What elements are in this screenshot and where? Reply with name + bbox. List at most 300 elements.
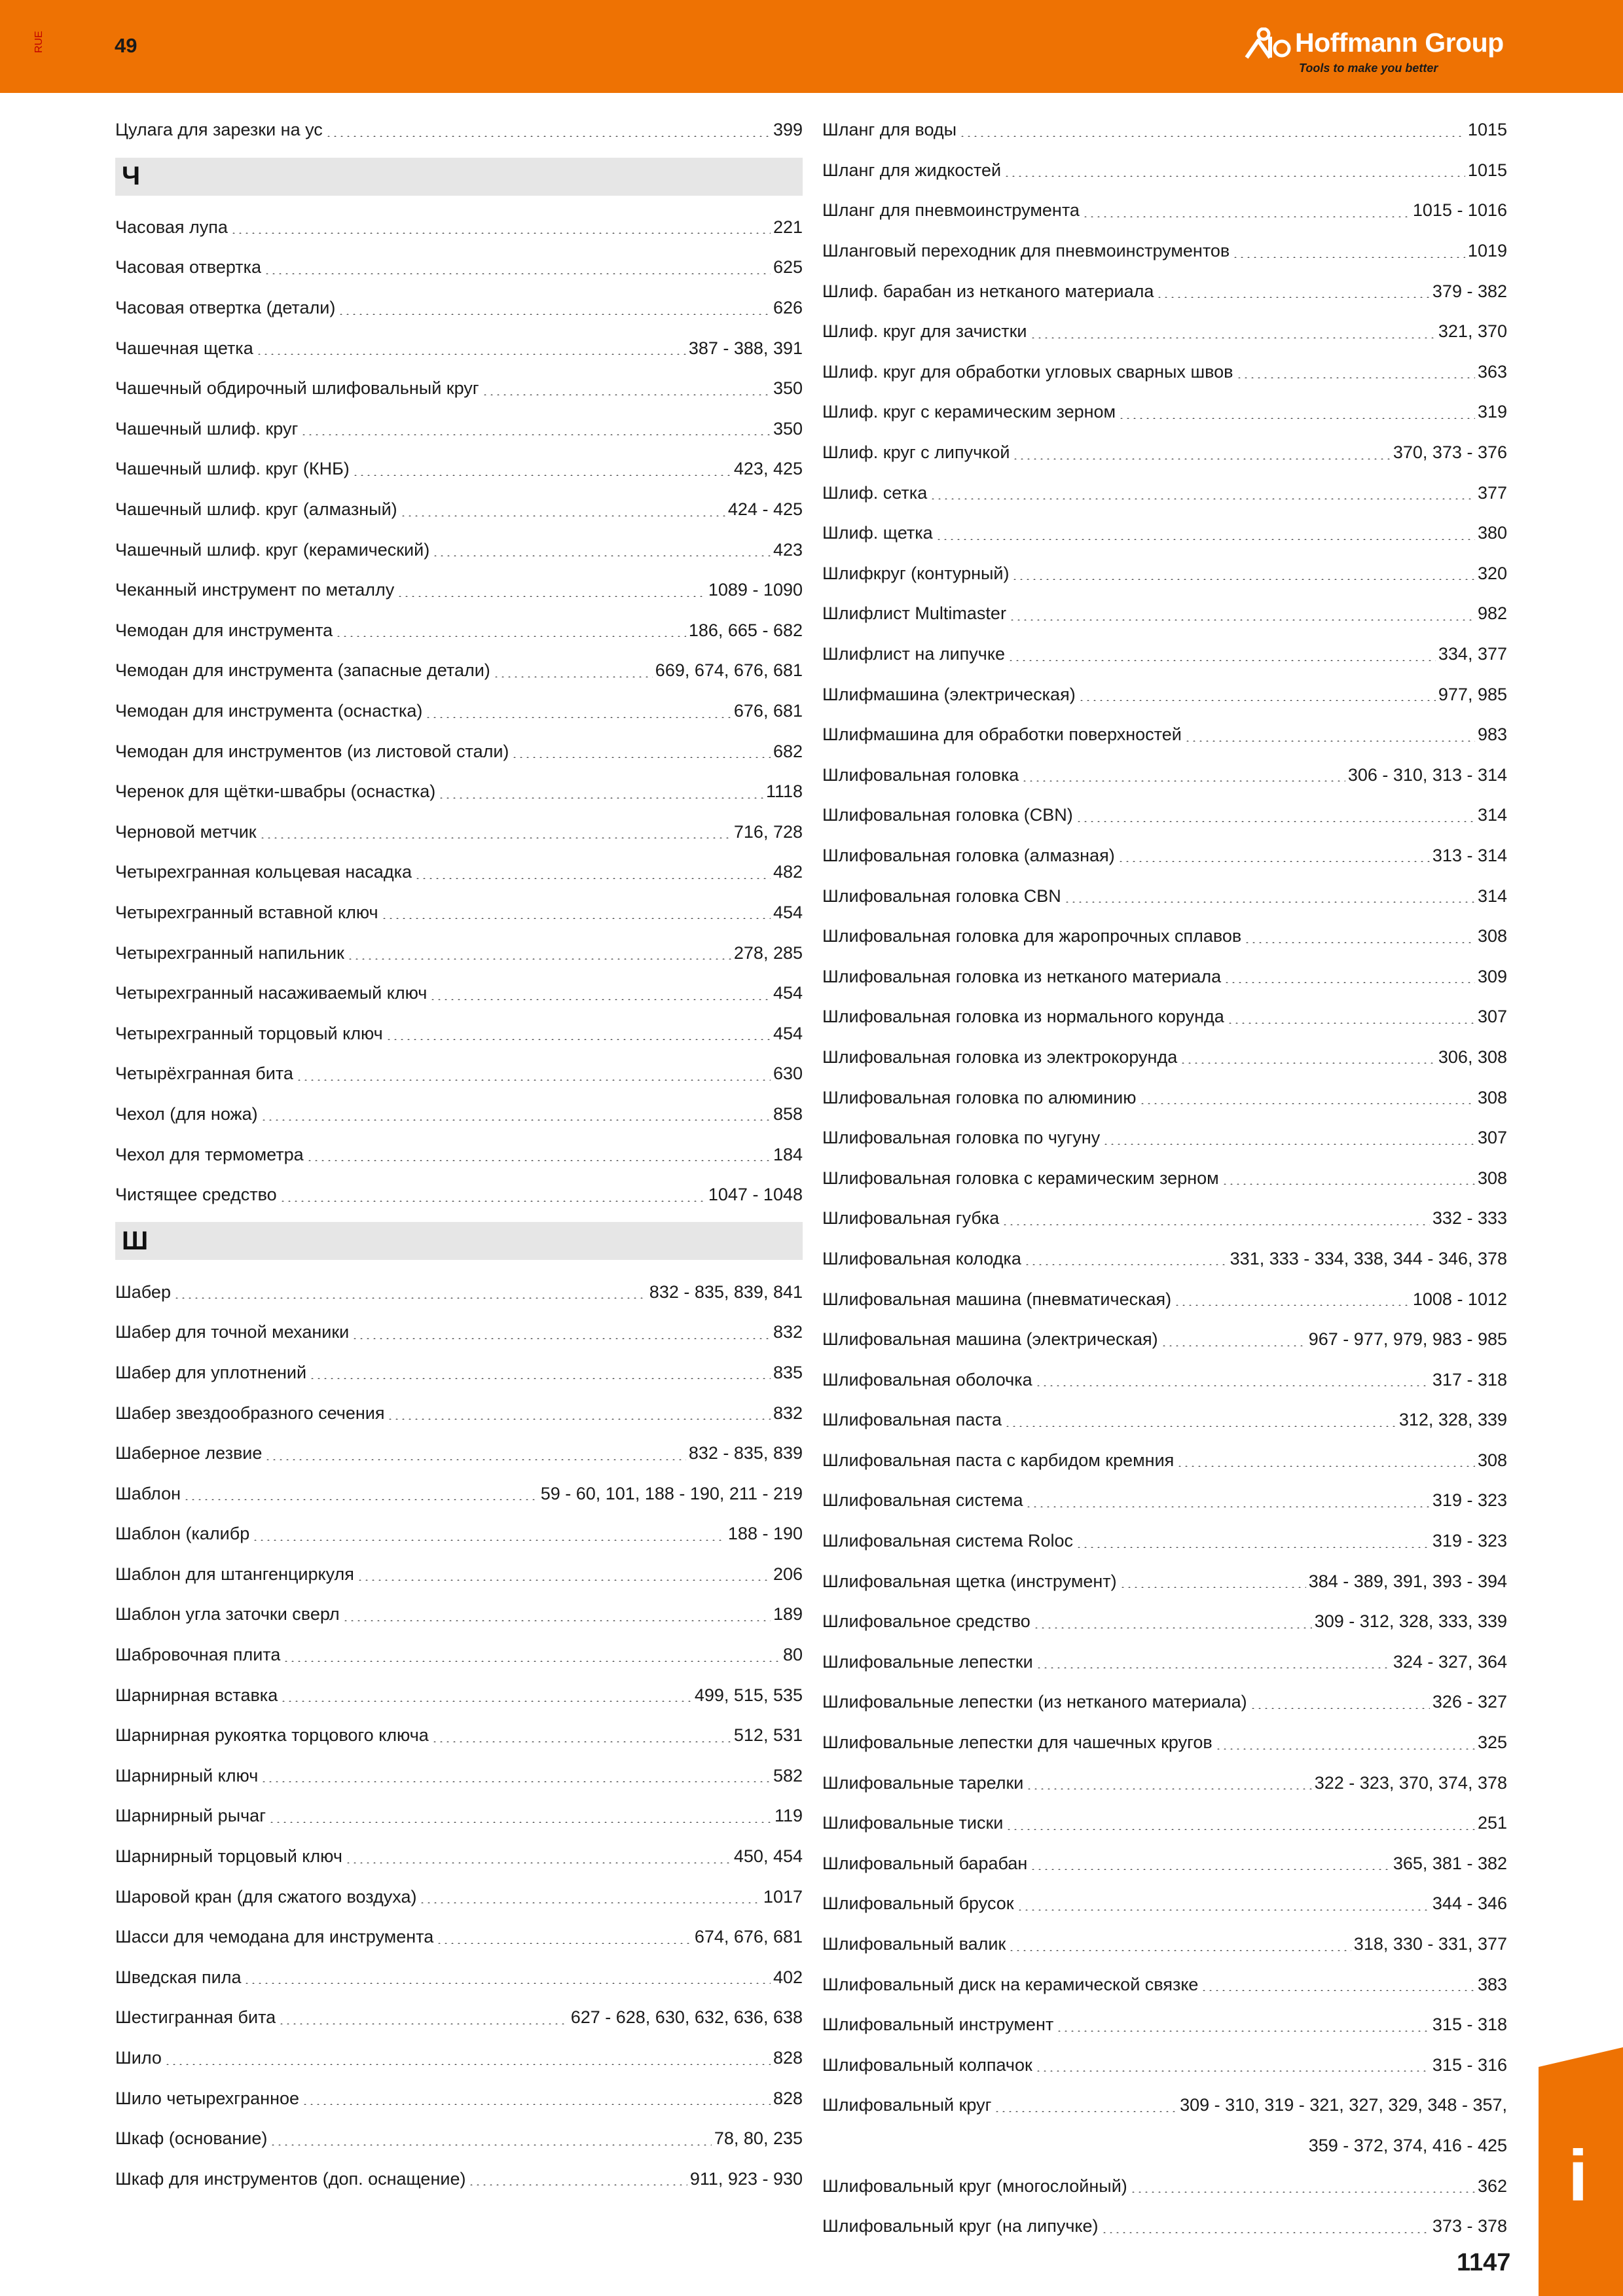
entry-term: Шлифовальный круг (многослойный) [822,2176,1127,2196]
index-entry [822,876,1507,916]
dot-leader [230,232,771,234]
entry-pages: 1017 [763,1886,803,1907]
dot-leader [280,1200,706,1202]
dot-leader [1244,942,1475,943]
entry-pages: 716, 728 [733,821,803,842]
dot-leader [283,1660,780,1662]
entry-term: Шарнирный рычаг [115,1806,266,1826]
index-entry [115,1958,803,1998]
entry-pages: 344 - 346 [1432,1893,1507,1914]
entry-term: Шаблон [115,1483,181,1503]
dot-leader [1036,1667,1391,1668]
entry-pages: 977, 985 [1438,684,1507,704]
entry-term: Шлифкруг (контурный) [822,563,1010,583]
dot-leader [268,1821,772,1823]
entry-term: Чашечная щетка [115,338,253,358]
index-entry [115,110,803,151]
entry-term: Шлифовальная головка с керамическим зерном [822,1168,1219,1188]
dot-leader [1215,1748,1475,1749]
language-code: RUE [33,31,45,53]
entry-term: Шлифлист на липучке [822,644,1005,664]
index-entry [822,1763,1507,1803]
dot-leader [482,394,771,395]
entry-pages: 379 - 382 [1432,281,1507,301]
entry-term: Шланг для воды [822,120,957,140]
index-entry [115,570,803,611]
index-entry [822,1037,1507,1078]
entry-pages: 482 [773,862,803,882]
index-entry [115,368,803,409]
entry-pages: 399 [773,120,803,140]
entry-pages: 423 [773,539,803,560]
index-entry [115,1715,803,1756]
entry-pages: 317 - 318 [1432,1369,1507,1390]
index-entry [822,594,1507,634]
entry-term: Шлифовальная оболочка [822,1369,1032,1390]
dot-leader [1236,377,1475,378]
entry-pages: 325 [1477,1732,1507,1753]
dot-leader [352,475,731,476]
index-entry [822,110,1507,151]
dot-leader [335,636,686,637]
entry-term: Шлифовальное средство [822,1611,1030,1632]
entry-term: Шарнирный торцовый ключ [115,1846,342,1867]
index-entry [115,247,803,288]
index-entry [115,1312,803,1353]
page-header [0,0,1623,93]
hoffmann-logo-icon [1244,27,1291,60]
entry-pages: 669, 674, 676, 681 [655,660,803,681]
entry-pages: 582 [773,1765,803,1785]
index-entry [822,1642,1507,1683]
dot-leader [386,1039,771,1040]
index-entry [822,352,1507,393]
dot-leader [1026,1788,1311,1789]
index-entry [115,1473,803,1514]
entry-term: Шабер для уплотнений [115,1362,307,1382]
entry-term: Четырехгранный напильник [115,942,344,963]
entry-term: Шаберное лезвие [115,1443,263,1463]
index-entry [115,2038,803,2079]
index-entry [822,1561,1507,1602]
index-entry [822,1077,1507,1118]
entry-pages: 1047 - 1048 [708,1185,803,1205]
index-entry [115,1054,803,1094]
dot-leader [1174,1304,1410,1306]
entry-pages: 307 [1477,1007,1507,1027]
dot-leader [425,717,731,718]
dot-leader [1118,418,1475,419]
dot-leader [1250,1708,1430,1709]
entry-term: Шлифовальные лепестки [822,1651,1033,1672]
index-column-left [115,110,803,2199]
index-entry [115,1353,803,1393]
entry-pages: 359 - 372, 374, 416 - 425 [1308,2135,1507,2155]
entry-pages: 332 - 333 [1432,1208,1507,1229]
entry-term: Шлифовальная головка по алюминию [822,1087,1137,1107]
entry-pages: 450, 454 [733,1846,803,1867]
entry-pages: 499, 515, 535 [694,1685,803,1705]
dot-leader [387,1418,770,1420]
dot-leader [1076,1547,1430,1548]
dot-leader [347,958,731,960]
dot-leader [438,797,763,798]
entry-term: Четырёхгранная бита [115,1064,293,1084]
entry-term: Часовая лупа [115,217,228,237]
dot-leader [173,1297,647,1299]
entry-term: Часовая отвертка (детали) [115,298,336,318]
entry-pages: 184 [773,1144,803,1164]
index-entry [822,916,1507,957]
entry-term: Четырехгранный вставной ключ [115,902,378,922]
index-entry [822,1844,1507,1884]
entry-pages: 363 [1477,361,1507,382]
entry-pages: 319 - 323 [1432,1490,1507,1511]
entry-pages: 318, 330 - 331, 377 [1353,1934,1507,1954]
entry-term: Чашечный шлиф. круг [115,418,299,439]
entry-term: Шлифовальная паста [822,1410,1002,1430]
dot-leader [493,676,653,677]
index-entry [115,1554,803,1595]
index-entry [115,973,803,1014]
index-entry [822,1279,1507,1319]
dot-leader [930,498,1475,499]
index-entry [115,1796,803,1837]
entry-term: Четырехгранный торцовый ключ [115,1023,383,1043]
entry-pages: 832 [773,1322,803,1342]
logo-text: Hoffmann Group [1295,27,1504,58]
section-letter-heading: Ш [115,1222,803,1260]
index-entry [115,2078,803,2119]
entry-pages: 319 [1477,402,1507,422]
entry-pages: 1019 [1467,241,1507,261]
index-entry [822,1400,1507,1441]
dot-leader [1009,619,1475,620]
entry-term: Шаровой кран (для сжатого воздуха) [115,1886,417,1907]
entry-term: Шаблон для штангенциркуля [115,1564,354,1584]
index-entry [115,1175,803,1215]
index-entry [115,1272,803,1312]
dot-leader [306,1160,771,1161]
index-entry [822,2045,1507,2086]
entry-term: Чашечный обдирочный шлифовальный круг [115,378,479,399]
dot-leader [1064,901,1475,903]
index-entry [115,1594,803,1635]
dot-leader [1056,2030,1430,2032]
entry-pages: 251 [1477,1813,1507,1833]
entry-term: Шлифовальная система [822,1490,1023,1511]
dot-leader [936,539,1475,540]
entry-term: Шлифовальный диск на керамической связке [822,1974,1199,1994]
entry-term: Шлифовальная головка для жаропрочных сплавов [822,926,1242,946]
dot-leader [345,1862,731,1863]
index-entry [115,1134,803,1175]
index-entry [822,554,1507,594]
index-entry [822,271,1507,312]
entry-term: Шлифовальные тарелки [822,1772,1024,1793]
dot-leader [352,1338,771,1339]
index-entry [822,2166,1507,2206]
entry-term: Шарнирная вставка [115,1685,278,1705]
entry-pages: 320 [1477,563,1507,583]
index-entry [115,490,803,530]
dot-leader [1025,1506,1429,1507]
dot-leader [1030,1869,1391,1870]
entry-pages: 402 [773,1967,803,1987]
index-entry [822,151,1507,191]
dot-leader [278,2023,568,2024]
index-entry [115,207,803,248]
index-entry [822,1884,1507,1924]
entry-term: Черновой метчик [115,821,257,842]
dot-leader [1012,458,1390,459]
entry-term: Шарнирная рукоятка торцового ключа [115,1725,429,1746]
entry-term: Шлиф. барабан из нетканого материала [822,281,1154,301]
dot-leader [429,999,771,1000]
index-entry [822,1359,1507,1400]
entry-pages: 626 [773,298,803,318]
index-entry [822,715,1507,755]
entry-pages: 221 [773,217,803,237]
entry-pages: 278, 285 [733,942,803,963]
dot-leader [252,1539,725,1541]
entry-pages: 387 - 388, 391 [688,338,803,358]
entry-pages: 186, 665 - 682 [688,620,803,640]
dot-leader [1222,1183,1475,1185]
entry-pages: 911, 923 - 930 [689,2168,803,2189]
entry-term: Шлифовальный брусок [822,1893,1014,1914]
entry-term: Цулага для зарезки на ус [115,120,323,140]
entry-term: Чистящее средство [115,1185,277,1205]
entry-pages: 308 [1477,1450,1507,1470]
entry-term: Чашечный шлиф. круг (керамический) [115,539,430,560]
dot-leader [309,1378,771,1379]
entry-term: Шило [115,2048,162,2068]
entry-pages: 312, 328, 339 [1398,1410,1507,1430]
dot-leader [1076,821,1475,822]
entry-term: Шлиф. круг с липучкой [822,442,1010,463]
entry-term: Чемодан для инструмента (оснастка) [115,701,423,721]
entry-pages: 512, 531 [733,1725,803,1746]
entry-term: Шлифовальные лепестки для чашечных кругов [822,1732,1213,1753]
entry-term: Шлифовальная головка CBN [822,886,1061,906]
entry-term: Шланг для пневмоинструмента [822,200,1080,221]
dot-leader [270,2144,712,2145]
index-entry [115,691,803,732]
entry-pages: 454 [773,983,803,1003]
entry-pages: 630 [773,1064,803,1084]
index-entry [115,1675,803,1715]
index-entry [115,1514,803,1554]
entry-pages: 321, 370 [1438,321,1507,342]
index-entry [822,433,1507,473]
dot-leader [256,353,686,355]
entry-pages: 383 [1477,1974,1507,1994]
entry-term: Чехол (для ножа) [115,1103,258,1124]
index-entry [822,392,1507,433]
entry-pages: 454 [773,1023,803,1043]
entry-term: Чашечный шлиф. круг (алмазный) [115,499,397,520]
entry-term: Шлифовальный валик [822,1934,1006,1954]
index-entry [822,312,1507,352]
dot-leader [183,1499,538,1500]
entry-pages: 188 - 190 [727,1524,803,1544]
entry-pages: 324 - 327, 364 [1393,1651,1507,1672]
entry-term: Четырехгранный насаживаемый ключ [115,983,428,1003]
entry-term: Шлифмашина для обработки поверхностей [822,725,1182,745]
entry-pages: 1008 - 1012 [1412,1289,1507,1309]
dot-leader [1201,1990,1474,1991]
index-entry [115,1094,803,1135]
entry-term: Шлифовальный круг (на липучке) [822,2216,1099,2236]
entry-pages: 334, 377 [1438,644,1507,664]
dot-leader [419,1902,760,1903]
dot-leader [1012,579,1474,580]
index-entry [822,1441,1507,1481]
dot-leader [325,135,771,137]
dot-leader [1004,175,1465,177]
dot-leader [1008,660,1436,661]
dot-leader [1184,740,1475,742]
index-entry [115,1876,803,1917]
index-entry [115,1837,803,1877]
entry-pages: 315 - 318 [1432,2015,1507,2035]
entry-term: Шестигранная бита [115,2007,276,2028]
entry-term: Часовая отвертка [115,257,262,278]
index-entry [822,1602,1507,1642]
dot-leader [994,2111,1177,2112]
dot-leader [414,878,771,879]
entry-pages: 832 [773,1403,803,1423]
entry-pages: 982 [1477,603,1507,624]
entry-pages: 454 [773,902,803,922]
index-entry [822,1803,1507,1844]
dot-leader [1156,296,1430,298]
dot-leader [1008,1950,1351,1951]
entry-term: Шарнирный ключ [115,1765,259,1785]
entry-term: Шлиф. щетка [822,523,933,543]
dot-leader [400,515,725,516]
entry-term: Чашечный шлиф. круг (КНБ) [115,459,350,479]
entry-term: Шлифовальная губка [822,1208,1000,1229]
entry-pages: 314 [1477,805,1507,825]
index-entry [115,893,803,933]
entry-pages: 1089 - 1090 [708,580,803,600]
index-entry [115,772,803,812]
dot-leader [1021,780,1345,781]
entry-pages: 313 - 314 [1432,845,1507,865]
entry-term: Шкаф для инструментов (доп. оснащение) [115,2168,466,2189]
index-entry [822,1319,1507,1360]
entry-term: Чехол для термометра [115,1144,304,1164]
index-entry [115,1998,803,2038]
entry-pages: 314 [1477,886,1507,906]
entry-pages: 682 [773,741,803,761]
index-column-right [822,110,1507,2246]
entry-term: Шлиф. круг для зачистки [822,321,1027,342]
hoffmann-logo [1244,25,1519,77]
entry-term: Шведская пила [115,1967,242,1987]
entry-pages: 858 [773,1103,803,1124]
dot-leader [432,555,771,556]
entry-pages: 370, 373 - 376 [1393,442,1507,463]
dot-leader [164,2064,771,2065]
entry-term: Шлифовальная головка из электрокорунда [822,1047,1178,1067]
entry-term: Шлифовальная головка (алмазная) [822,845,1115,865]
entry-pages: 365, 381 - 382 [1393,1853,1507,1873]
entry-term: Шаблон угла заточки сверл [115,1604,340,1624]
index-entry [115,852,803,893]
dot-leader [468,2184,687,2185]
entry-pages: 307 [1477,1128,1507,1148]
entry-term: Шабер для точной механики [115,1322,350,1342]
dot-leader [1024,1264,1228,1265]
entry-term: Чеканный инструмент по металлу [115,580,395,600]
index-entry [115,2119,803,2159]
dot-leader [1035,1385,1430,1386]
index-entry [822,2085,1507,2126]
dot-leader [1033,1627,1312,1628]
index-entry [822,836,1507,876]
entry-term: Шабровочная плита [115,1645,281,1665]
entry-pages: 306, 308 [1438,1047,1507,1067]
entry-pages: 377 [1477,482,1507,503]
index-entry [115,1393,803,1433]
dot-leader [1082,216,1410,217]
entry-pages: 206 [773,1564,803,1584]
index-entry [822,1924,1507,1965]
index-entry [115,1013,803,1054]
index-entry [822,634,1507,675]
entry-pages: 308 [1477,926,1507,946]
dot-leader [1180,1062,1436,1064]
index-entry [822,2206,1507,2247]
dot-leader [1004,1426,1396,1427]
index-entry [822,1723,1507,1763]
entry-pages: 1015 [1467,120,1507,140]
dot-leader [1030,337,1436,338]
entry-pages: 309 - 312, 328, 333, 339 [1314,1611,1507,1632]
dot-leader [1227,1022,1475,1024]
entry-term: Чемодан для инструментов (из листовой стали) [115,741,509,761]
entry-term: Шабер [115,1282,171,1302]
dot-leader [1130,2191,1475,2193]
entry-pages: 625 [773,257,803,278]
entry-term: Шлиф. круг для обработки угловых сварных швов [822,361,1233,382]
index-entry [822,1964,1507,2005]
entry-pages: 59 - 60, 101, 188 - 190, 211 - 219 [540,1483,803,1503]
entry-pages: 1118 [765,781,803,802]
index-entry [115,651,803,691]
entry-pages: 78, 80, 235 [714,2128,803,2149]
entry-pages: 1015 [1467,160,1507,180]
entry-pages: 674, 676, 681 [694,1927,803,1947]
entry-term: Шаблон (калибр [115,1524,250,1544]
entry-term: Шлифлист Multimaster [822,603,1006,624]
dot-leader [1120,1587,1306,1588]
entry-term: Шкаф (основание) [115,2128,268,2149]
entry-term: Чемодан для инструмента [115,620,333,640]
entry-term: Шлифовальная головка из нетканого материала [822,966,1222,986]
index-entry [115,449,803,490]
dot-leader [264,1459,685,1460]
entry-term: Шлифовальная паста с карбидом кремния [822,1450,1175,1470]
entry-term: Шабер звездообразного сечения [115,1403,385,1423]
index-entry [822,1198,1507,1239]
entry-pages: 828 [773,2048,803,2068]
entry-pages: 423, 425 [733,459,803,479]
dot-leader [1118,861,1430,862]
